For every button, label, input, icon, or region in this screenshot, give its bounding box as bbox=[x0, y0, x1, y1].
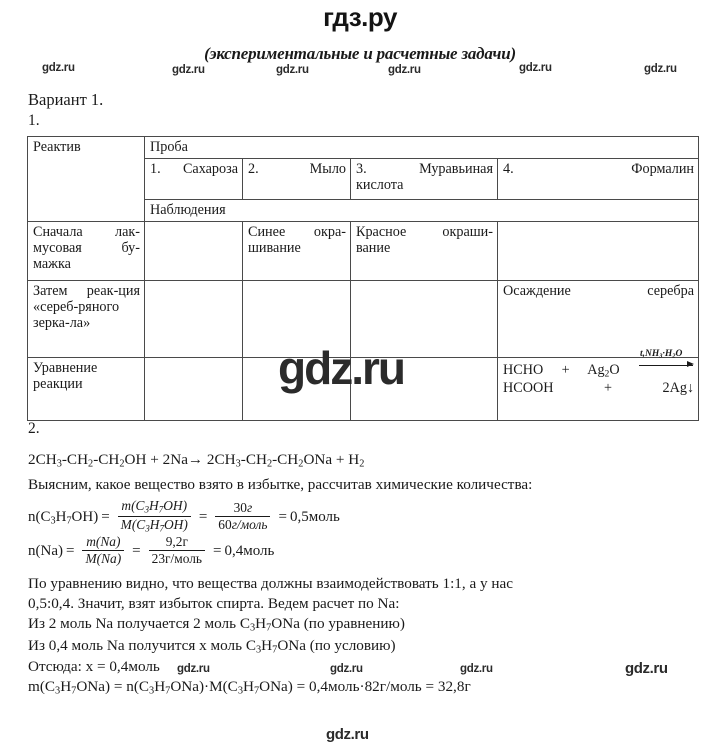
cell-equation-soap bbox=[243, 358, 351, 421]
table-row bbox=[28, 281, 699, 358]
watermark-large: gdz.ru bbox=[278, 342, 404, 394]
watermark: gdz.ru bbox=[460, 663, 493, 675]
watermark: gdz.ru bbox=[519, 62, 552, 74]
cell-litmus-formic-acid: Красное окраши-вание bbox=[351, 222, 498, 281]
reagent-sample-table bbox=[27, 136, 698, 421]
formula-result: 0,5моль bbox=[289, 508, 340, 525]
cell-litmus-soap: Синее окра-шивание bbox=[243, 222, 351, 281]
equation-right-side: HCOOH + 2Ag↓ bbox=[503, 379, 695, 396]
fraction-denominator: $M(C_3H_7OH)$ bbox=[120, 516, 188, 534]
solution-line: По уравнению видно, что вещества должны взаимодействовать 1:1, а у нас bbox=[28, 575, 514, 592]
table-row bbox=[28, 358, 699, 421]
site-logo: гдз.ру bbox=[323, 2, 397, 32]
task2-solution-text bbox=[28, 574, 513, 699]
solution-line: Из 0,4 моль Na получится х моль $C_3H_7ONa$ (по условию) bbox=[28, 636, 396, 656]
fraction-numerator: 30г bbox=[215, 501, 270, 517]
watermark: gdz.ru bbox=[388, 64, 421, 76]
formula-moles-sodium: n(Na) = $\frac{m(Na)}{M(Na)}$ = $\frac{9,2г}{\text{23г/моль}}$ = 0,4моль bbox=[28, 534, 275, 567]
fraction-denominator: 60г/моль bbox=[218, 516, 268, 532]
task-number-2: 2. bbox=[28, 420, 40, 437]
cell-sample-1: 1. Сахароза bbox=[145, 159, 243, 200]
solution-line: 0,5:0,4. Значит, взят избыток спирта. Ведем расчет по Na: bbox=[28, 595, 400, 613]
cell-proba-header: Проба bbox=[145, 137, 699, 159]
cell-sample-2: 2. Мыло bbox=[243, 159, 351, 200]
watermark: gdz.ru bbox=[644, 63, 677, 75]
task-number-1: 1. bbox=[28, 112, 40, 129]
formula-result: 0,4моль bbox=[224, 543, 275, 560]
reaction-condition: $t,NH_3\cdot H_2O$ bbox=[640, 349, 683, 360]
cell-equation-formic-acid bbox=[351, 358, 498, 421]
cell-litmus-formalin bbox=[498, 222, 699, 281]
cell-equation-sucrose bbox=[145, 358, 243, 421]
cell-row-label-silver-mirror: Затем реак-ция «сереб-ряного зерка-ла» bbox=[28, 281, 145, 358]
page-subtitle: (экспериментальные и расчетные задачи) bbox=[204, 44, 516, 63]
solution-line: $m(C_3H_7ONa) = n(C_3H_7ONa)\cdot M(C_3H_7ONa)$ = 0,4моль·82г/моль = 32,8г bbox=[28, 678, 471, 697]
fraction-mass-over-molar-mass bbox=[118, 499, 191, 534]
formula-lhs: n(Na) bbox=[28, 543, 63, 560]
watermark: gdz.ru bbox=[177, 663, 210, 675]
cell-sample-3: 3. Муравьиная кислота bbox=[351, 159, 498, 200]
table-row bbox=[28, 137, 699, 159]
cell-silver-formalin: Осаждение серебра bbox=[498, 281, 699, 358]
watermark: gdz.ru bbox=[330, 663, 363, 675]
cell-row-label-litmus: Сначала лак-мусовая бу-мажка bbox=[28, 222, 145, 281]
watermark: gdz.ru bbox=[625, 660, 668, 677]
solution-line: Из 2 моль Na получается 2 моль $C_3H_7ONa$ (по уравнению) bbox=[28, 615, 405, 635]
fraction-numerator: 9,2г bbox=[149, 535, 205, 551]
watermark: gdz.ru bbox=[276, 64, 309, 76]
watermark: gdz.ru bbox=[42, 62, 75, 74]
fraction-values bbox=[215, 501, 270, 532]
cell-silver-sucrose bbox=[145, 281, 243, 358]
cell-reagent-header: Реактив bbox=[28, 137, 145, 222]
task2-reaction-equation: $2CH_3-CH_2-CH_2OH + 2Na\to 2CH_3-CH_2-CH_2ONa + H_2$ bbox=[28, 451, 365, 470]
fraction-mass-over-molar-mass bbox=[82, 535, 124, 566]
equation-left-side: HCHO + $Ag_2O$ bbox=[503, 362, 620, 380]
fraction-numerator: $m(C_3H_7OH)$ bbox=[118, 499, 191, 517]
formula-moles-propanol: $n(C_3H_7OH)$ = $\frac{m(C_3H_7OH)}{M(C_3H_7OH)}$ = $\frac{30г}{\text{60г/моль}}$ = 0,5моль bbox=[28, 498, 340, 534]
watermark: gdz.ru bbox=[326, 726, 369, 743]
fraction-denominator: 23г/моль bbox=[151, 551, 203, 567]
cell-silver-soap bbox=[243, 281, 351, 358]
cell-sample-4: 4. Формалин bbox=[498, 159, 699, 200]
solution-line: Отсюда: х = 0,4моль bbox=[28, 658, 160, 676]
table-row bbox=[28, 222, 699, 281]
reaction-arrow-icon bbox=[638, 349, 694, 374]
cell-silver-formic-acid bbox=[351, 281, 498, 358]
cell-equation-formalin bbox=[498, 349, 699, 421]
watermark: gdz.ru bbox=[172, 64, 205, 76]
cell-observations-header: Наблюдения bbox=[145, 200, 699, 222]
fraction-numerator: m(Na) bbox=[82, 535, 124, 551]
cell-row-label-equation: Уравнение реакции bbox=[28, 358, 145, 421]
fraction-values bbox=[149, 535, 205, 566]
cell-litmus-sucrose bbox=[145, 222, 243, 281]
formula-lhs: $n(C_3H_7OH)$ bbox=[28, 508, 99, 527]
fraction-denominator: M(Na) bbox=[85, 551, 122, 567]
task2-intro-text: Выясним, какое вещество взято в избытке, рассчитав химические количества: bbox=[28, 476, 533, 493]
variant-label: Вариант 1. bbox=[28, 90, 104, 109]
